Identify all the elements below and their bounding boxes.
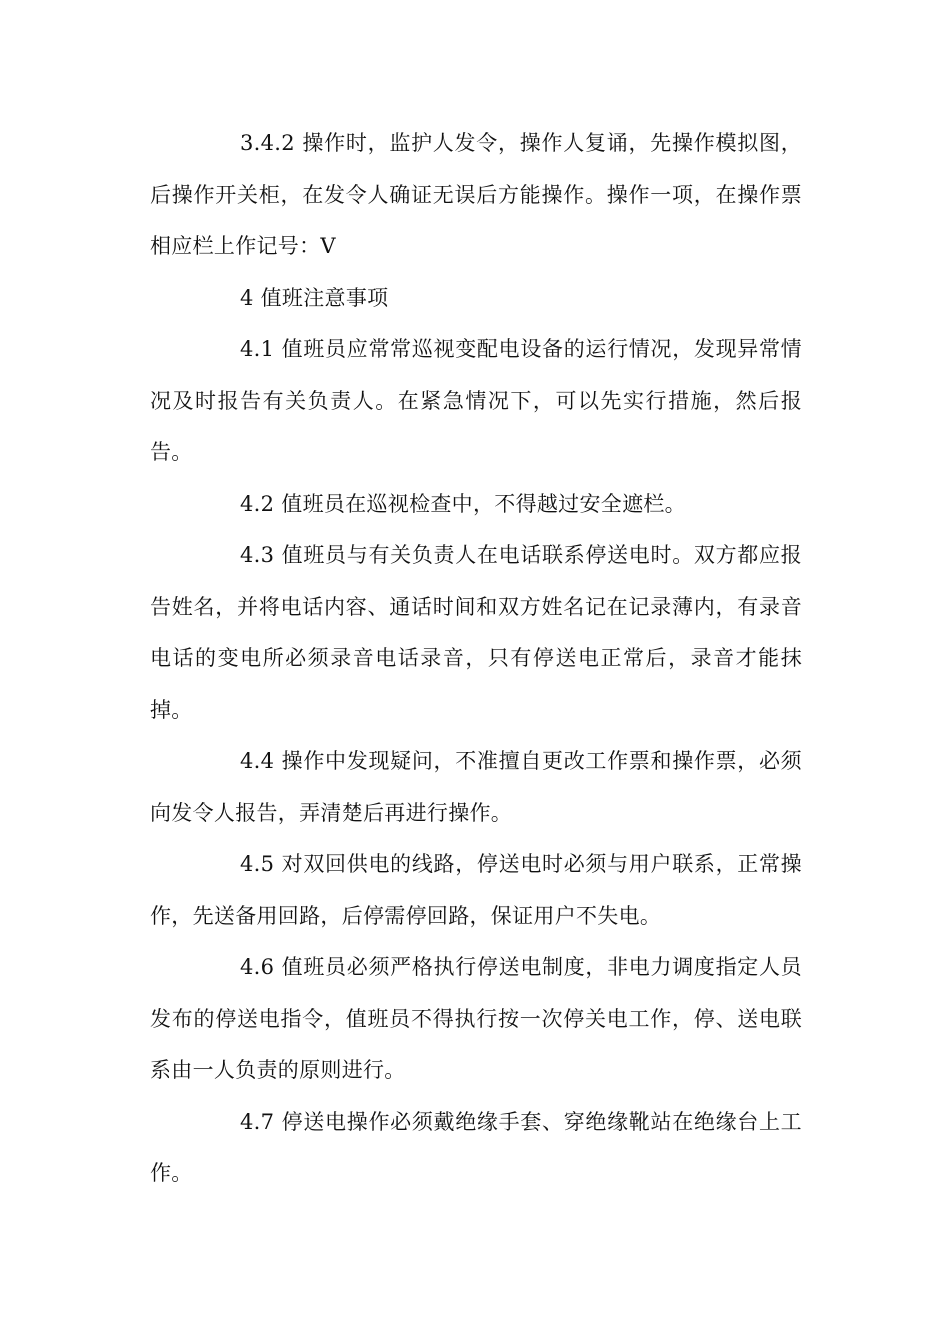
paragraph-4-6: 4.6 值班员必须严格执行停送电制度，非电力调度指定人员发布的停送电指令，值班员不得执行按一次停关电工作，停、送电联系由一人负责的原则进行。 [150, 955, 802, 1082]
paragraph-4-4: 4.4 操作中发现疑问，不准擅自更改工作票和操作票，必须向发令人报告，弄清楚后再进行操作。 [150, 749, 802, 825]
paragraph-4-2: 4.2 值班员在巡视检查中，不得越过安全遮栏。 [240, 491, 686, 516]
paragraph-4-1: 4.1 值班员应常常巡视变配电设备的运行情况，发现异常情况及时报告有关负责人。在紧急情况下，可以先实行措施，然后报告。 [150, 337, 802, 464]
section-heading-4: 4 值班注意事项 [240, 285, 389, 310]
paragraph-4-7: 4.7 停送电操作必须戴绝缘手套、穿绝缘靴站在绝缘台上工作。 [150, 1109, 802, 1185]
paragraph-3-4-2: 3.4.2 操作时，监护人发令，操作人复诵，先操作模拟图，后操作开关柜，在发令人确证无误后方能操作。操作一项，在操作票相应栏上作记号：V [150, 131, 802, 258]
paragraph-4-3: 4.3 值班员与有关负责人在电话联系停送电时。双方都应报告姓名，并将电话内容、通话时间和双方姓名记在记录薄内，有录音电话的变电所必须录音电话录音，只有停送电正常后，录音才能抹掉。 [150, 543, 802, 722]
paragraph-4-5: 4.5 对双回供电的线路，停送电时必须与用户联系，正常操作，先送备用回路，后停需停回路，保证用户不失电。 [150, 852, 802, 928]
document-body [150, 118, 802, 1200]
